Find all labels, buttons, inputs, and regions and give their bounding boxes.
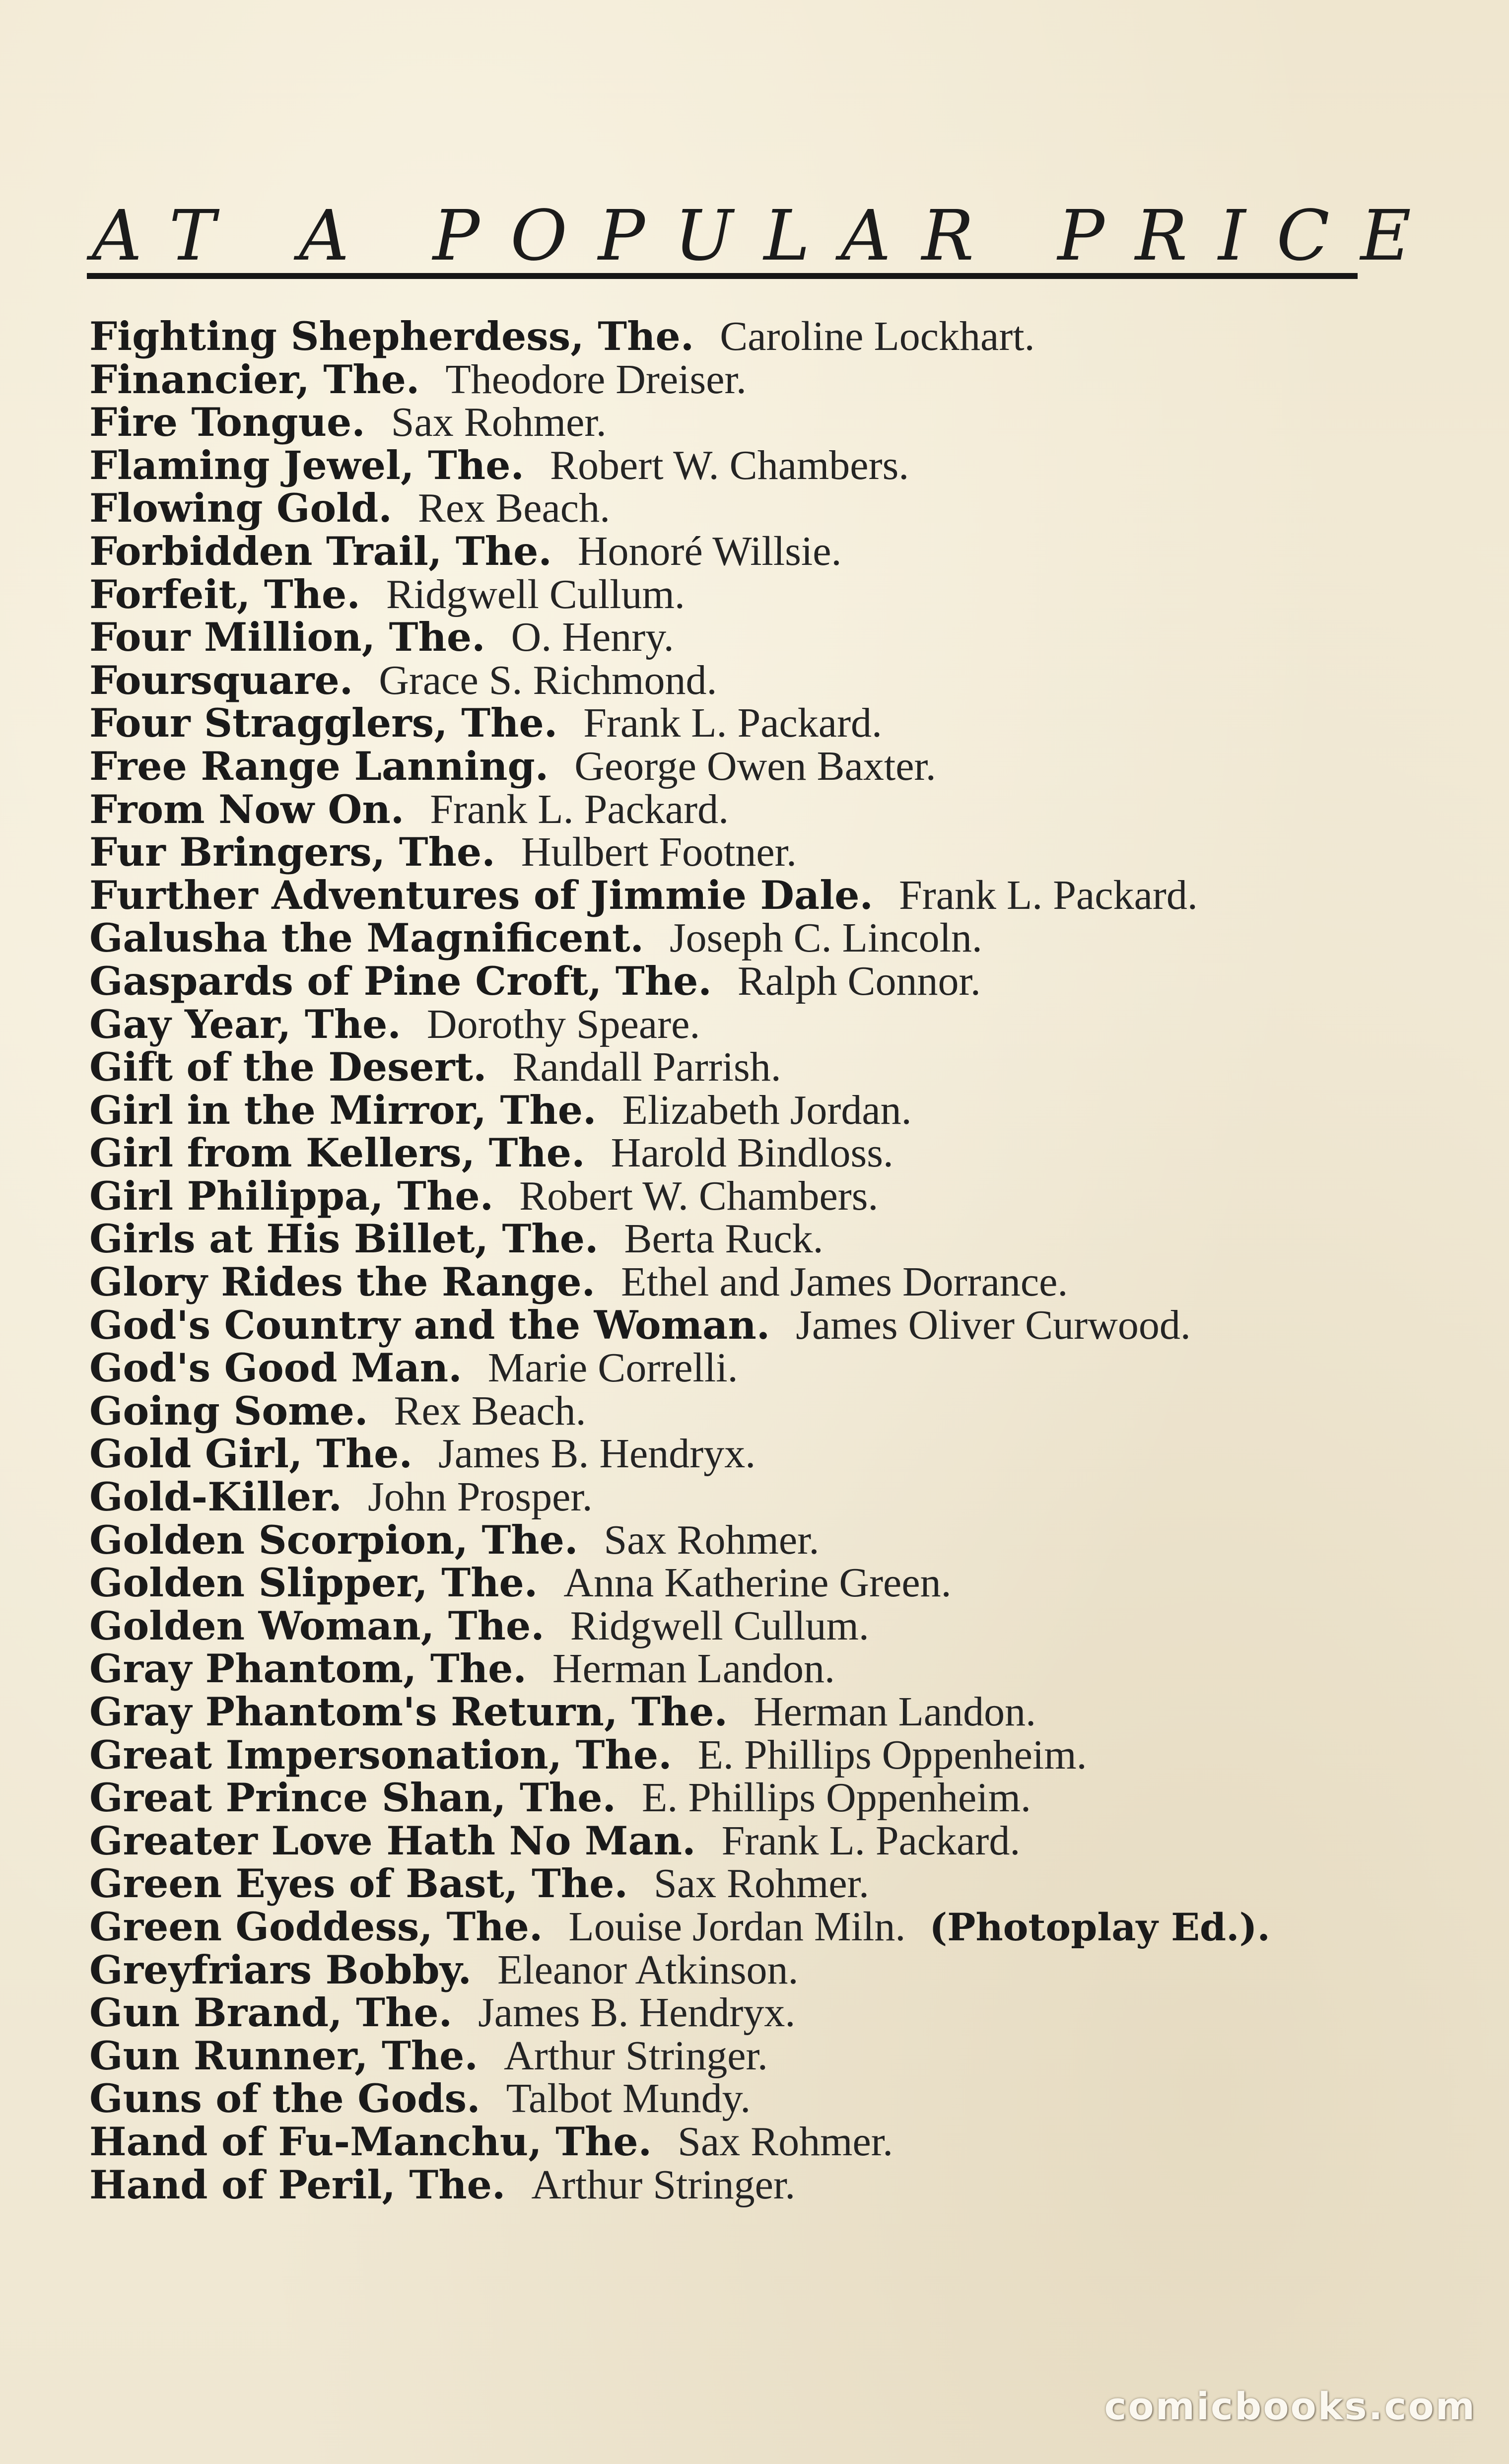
list-item xyxy=(89,1046,1469,1089)
list-item xyxy=(89,1003,1469,1046)
book-title: Great Impersonation, The. xyxy=(89,1731,672,1778)
list-item xyxy=(89,1777,1469,1820)
book-author: Sax Rohmer. xyxy=(654,1860,870,1907)
book-list xyxy=(89,315,1469,2206)
book-title: Gray Phantom, The. xyxy=(89,1645,527,1692)
book-title: God's Good Man. xyxy=(89,1345,462,1391)
book-author: Theodore Dreiser. xyxy=(445,356,747,403)
book-title: Gay Year, The. xyxy=(89,1001,401,1047)
list-item xyxy=(89,444,1469,487)
book-author: O. Henry. xyxy=(511,614,674,661)
list-item xyxy=(89,788,1469,831)
list-item xyxy=(89,2118,1469,2165)
book-author: Elizabeth Jordan. xyxy=(622,1087,912,1133)
book-author: Louise Jordan Miln. xyxy=(568,1903,906,1950)
book-title: Further Adventures of Jimmie Dale. xyxy=(89,872,873,918)
book-title: Forfeit, The. xyxy=(89,571,360,617)
book-title: Fur Bringers, The. xyxy=(89,829,495,876)
book-title: Flaming Jewel, The. xyxy=(89,442,524,488)
book-title: Gold-Killer. xyxy=(89,1474,343,1520)
list-item xyxy=(89,1387,1469,1434)
list-item xyxy=(89,1946,1469,1993)
book-author: Rex Beach. xyxy=(394,1387,586,1434)
list-item xyxy=(89,831,1469,874)
book-author: Frank L. Packard. xyxy=(899,872,1198,918)
list-item xyxy=(89,1476,1469,1519)
book-title: From Now On. xyxy=(89,786,405,832)
book-title: Girls at His Billet, The. xyxy=(89,1216,599,1262)
book-title: Gray Phantom's Return, The. xyxy=(89,1689,728,1735)
book-author: Herman Landon. xyxy=(754,1689,1036,1735)
book-title: Flowing Gold. xyxy=(89,485,392,532)
page-header xyxy=(87,189,1442,279)
book-title: Greater Love Hath No Man. xyxy=(89,1817,696,1864)
book-title: Girl from Kellers, The. xyxy=(89,1130,585,1176)
book-author: Hulbert Footner. xyxy=(521,829,797,876)
book-author: Ethel and James Dorrance. xyxy=(621,1259,1068,1305)
book-title: Great Prince Shan, The. xyxy=(89,1775,616,1821)
book-author: Frank L. Packard. xyxy=(583,700,883,747)
book-author: John Prosper. xyxy=(368,1474,593,1520)
book-title: Four Million, The. xyxy=(89,614,485,661)
book-title: Golden Woman, The. xyxy=(89,1602,545,1649)
list-item xyxy=(89,960,1469,1003)
book-author: Robert W. Chambers. xyxy=(549,442,909,488)
book-author: Arthur Stringer. xyxy=(503,2032,768,2079)
book-author: Harold Bindloss. xyxy=(611,1130,893,1176)
book-title: Girl in the Mirror, The. xyxy=(89,1087,597,1133)
book-title: Greyfriars Bobby. xyxy=(89,1946,472,1993)
book-title: Hand of Fu-Manchu, The. xyxy=(89,2118,652,2165)
list-item xyxy=(89,2077,1469,2121)
list-item xyxy=(89,1647,1469,1691)
list-item xyxy=(89,1991,1469,2035)
page-title: AT A POPULAR PRICE xyxy=(92,196,1442,276)
book-author: E. Phillips Oppenheim. xyxy=(641,1775,1031,1821)
book-author: Grace S. Richmond. xyxy=(379,657,717,703)
book-author: Robert W. Chambers. xyxy=(519,1172,879,1219)
list-item xyxy=(89,1347,1469,1390)
list-item xyxy=(89,1172,1469,1219)
list-item xyxy=(89,2161,1469,2208)
book-title: Girl Philippa, The. xyxy=(89,1172,494,1219)
book-author: Berta Ruck. xyxy=(624,1216,823,1262)
book-author: Anna Katherine Green. xyxy=(563,1560,952,1606)
book-author: E. Phillips Oppenheim. xyxy=(697,1731,1087,1778)
book-title: Gun Brand, The. xyxy=(89,1989,453,2036)
list-item xyxy=(89,1731,1469,1778)
book-title: God's Country and the Woman. xyxy=(89,1301,770,1348)
book-title: Going Some. xyxy=(89,1387,368,1434)
book-title: Four Stragglers, The. xyxy=(89,700,558,747)
book-author: Arthur Stringer. xyxy=(531,2161,796,2208)
book-title: Financier, The. xyxy=(89,356,420,403)
book-author: Eleanor Atkinson. xyxy=(497,1946,799,1993)
list-item xyxy=(89,1433,1469,1476)
list-item xyxy=(89,573,1469,616)
book-author: James B. Hendryx. xyxy=(478,1989,796,2036)
list-item xyxy=(89,1562,1469,1605)
book-author: Frank L. Packard. xyxy=(430,786,729,832)
book-title: Golden Slipper, The. xyxy=(89,1560,538,1606)
book-title: Gift of the Desert. xyxy=(89,1044,487,1091)
book-author: Ridgwell Cullum. xyxy=(386,571,685,617)
list-item xyxy=(89,530,1469,573)
list-item xyxy=(89,358,1469,402)
book-title: Hand of Peril, The. xyxy=(89,2161,506,2208)
book-title: Forbidden Trail, The. xyxy=(89,528,552,574)
list-item xyxy=(89,874,1469,917)
list-item xyxy=(89,1261,1469,1304)
book-title: Foursquare. xyxy=(89,657,353,703)
list-item xyxy=(89,1691,1469,1734)
book-author: James Oliver Curwood. xyxy=(796,1301,1191,1348)
book-title: Fire Tongue. xyxy=(89,399,365,446)
book-title: Fighting Shepherdess, The. xyxy=(89,313,694,359)
list-item xyxy=(89,917,1469,960)
book-author: Ridgwell Cullum. xyxy=(570,1602,869,1649)
book-title: Guns of the Gods. xyxy=(89,2075,480,2122)
book-author: Sax Rohmer. xyxy=(391,399,607,446)
book-title: Gaspards of Pine Croft, The. xyxy=(89,958,712,1004)
book-author: James B. Hendryx. xyxy=(438,1431,756,1477)
list-item xyxy=(89,702,1469,745)
list-item xyxy=(89,1516,1469,1563)
list-item xyxy=(89,487,1469,530)
list-item xyxy=(89,1602,1469,1649)
book-author: Sax Rohmer. xyxy=(604,1516,820,1563)
list-item xyxy=(89,659,1469,702)
list-item xyxy=(89,1218,1469,1261)
list-item xyxy=(89,401,1469,444)
book-author: Marie Correlli. xyxy=(487,1345,738,1391)
book-author: Talbot Mundy. xyxy=(506,2075,751,2122)
book-title: Free Range Lanning. xyxy=(89,743,549,789)
list-item xyxy=(89,2032,1469,2079)
list-item xyxy=(89,1089,1469,1132)
book-title: Green Goddess, The. xyxy=(89,1903,543,1950)
list-item xyxy=(89,1817,1469,1864)
list-item xyxy=(89,1862,1469,1906)
list-item xyxy=(89,616,1469,659)
list-item xyxy=(89,1132,1469,1175)
book-author: Honoré Willsie. xyxy=(577,528,842,574)
book-title: Glory Rides the Range. xyxy=(89,1259,596,1305)
list-item xyxy=(89,1301,1469,1348)
book-author: Sax Rohmer. xyxy=(678,2118,893,2165)
book-author: Caroline Lockhart. xyxy=(720,313,1035,359)
book-author: Dorothy Speare. xyxy=(426,1001,700,1047)
edition-note: (Photoplay Ed.). xyxy=(929,1905,1271,1949)
book-title: Gun Runner, The. xyxy=(89,2032,478,2079)
book-title: Green Eyes of Bast, The. xyxy=(89,1860,628,1907)
book-author: Ralph Connor. xyxy=(737,958,981,1004)
book-title: Galusha the Magnificent. xyxy=(89,915,644,961)
site-watermark: comicbooks.com xyxy=(1104,2384,1476,2428)
list-item xyxy=(89,315,1469,358)
book-author: Randall Parrish. xyxy=(512,1044,781,1091)
book-author: George Owen Baxter. xyxy=(574,743,936,789)
book-author: Frank L. Packard. xyxy=(721,1817,1021,1864)
list-item xyxy=(89,745,1469,788)
book-author: Joseph C. Lincoln. xyxy=(669,915,982,961)
book-author: Rex Beach. xyxy=(417,485,611,532)
book-author: Herman Landon. xyxy=(552,1645,835,1692)
book-title: Gold Girl, The. xyxy=(89,1431,413,1477)
list-item xyxy=(89,1903,1469,1950)
book-title: Golden Scorpion, The. xyxy=(89,1516,578,1563)
